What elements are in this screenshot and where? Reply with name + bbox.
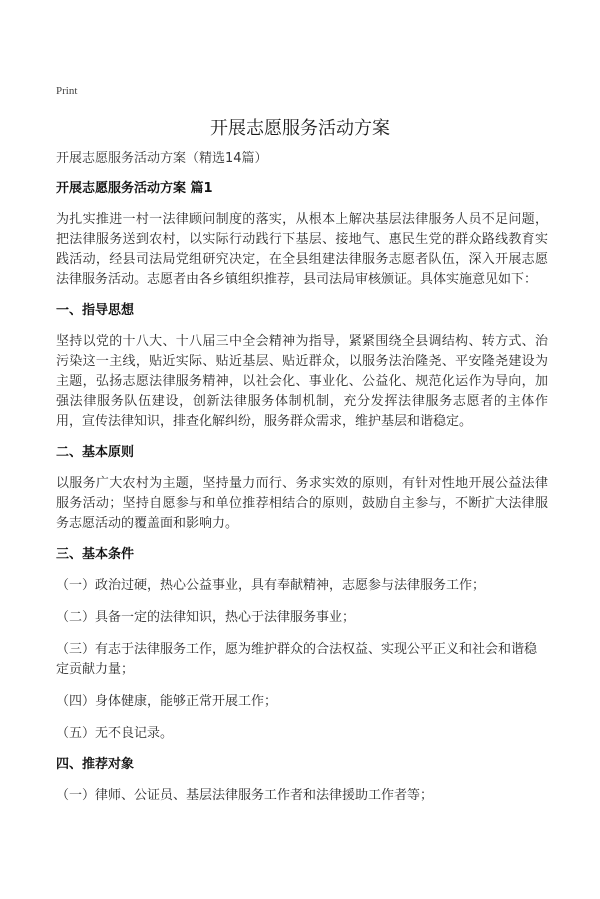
section-heading-principles: 二、基本原则 [56,445,135,460]
section-heading-recommend: 四、推荐对象 [56,757,135,772]
recommend-item: （一）律师、公证员、基层法律服务工作者和法律援助工作者等； [56,788,434,803]
section-heading-guiding: 一、指导思想 [56,303,135,318]
condition-item: （四）身体健康，能够正常开展工作； [56,694,278,709]
condition-item: （三）有志于法律服务工作，愿为维护群众的合法权益、实现公平正义和社会和谐稳定贡献力量； [56,642,538,677]
condition-item: （二）具备一定的法律知识，热心于法律服务事业； [56,610,356,625]
page-title: 开展志愿服务活动方案 [210,118,390,139]
intro-paragraph: 为扎实推进一村一法律顾问制度的落实，从根本上解决基层法律服务人员不足问题，把法律服务送到农村，以实际行动践行下基层、接地气、惠民生党的群众路线教育实践活动，经县司法局党组研究决定，在全县组建法律服务志愿者队伍，深入开展志愿法律服务活动。志愿者由各乡镇组织推荐，县司法局审核颁证。具体实施意见如下： [56,212,548,287]
section-body-guiding: 坚持以党的十八大、十八届三中全会精神为指导，紧紧围绕全县调结构、转方式、治污染这一主线，贴近实际、贴近基层、贴近群众，以服务法治隆尧、平安隆尧建设为主题，弘扬志愿法律服务精神，以社会化、事业化、公益化、规范化运作为导向，加强法律服务队伍建设，创新法律服务体制机制，充分发挥法律服务志愿者的主体作用，宣传法律知识，排查化解纠纷，服务群众需求，维护基层和谐稳定。 [56,334,548,429]
condition-item: （五）无不良记录。 [56,726,174,741]
section-body-principles: 以服务广大农村为主题，坚持量力而行、务求实效的原则，有针对性地开展公益法律服务活动；坚持自愿参与和单位推荐相结合的原则，鼓励自主参与，不断扩大法律服务志愿活动的覆盖面和影响力。 [56,476,548,531]
condition-item: （一）政治过硬，热心公益事业，具有奉献精神，志愿参与法律服务工作； [56,578,486,593]
document-body [56,150,548,818]
section-heading-conditions: 三、基本条件 [56,547,135,562]
print-link[interactable]: Print [56,85,78,97]
article-heading: 开展志愿服务活动方案 篇1 [56,181,213,196]
document-subtitle: 开展志愿服务活动方案（精选14篇） [56,151,268,166]
